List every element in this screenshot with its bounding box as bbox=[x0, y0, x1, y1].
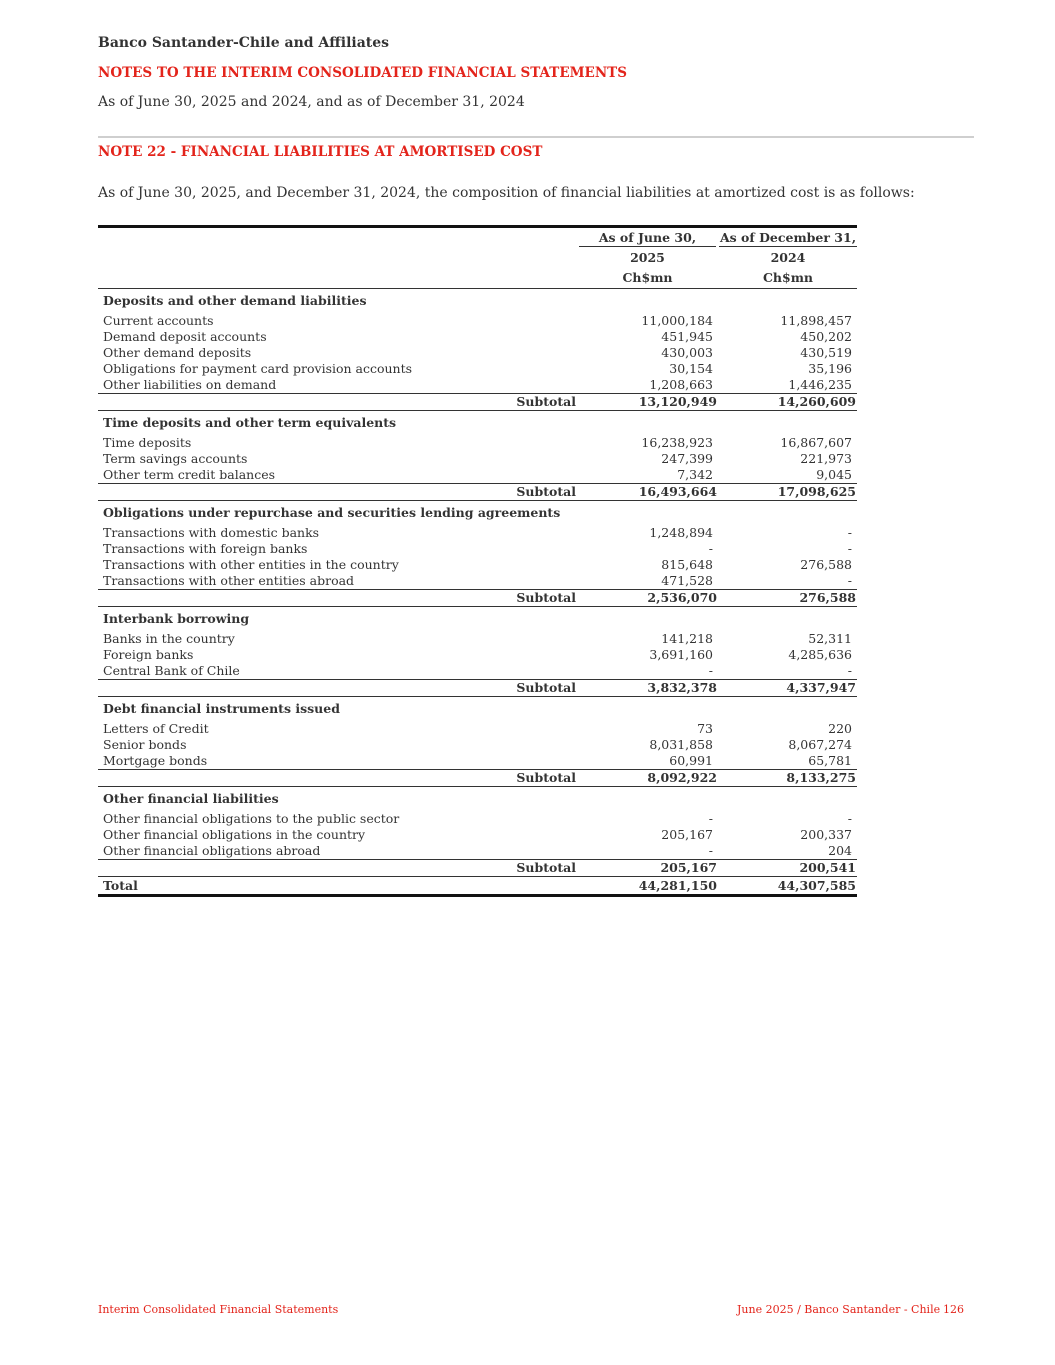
section-heading bbox=[98, 501, 857, 525]
value-2024: 65,781 bbox=[808, 753, 852, 768]
row-label: Banks in the country bbox=[103, 631, 235, 646]
table-row bbox=[98, 737, 857, 753]
table-row bbox=[98, 377, 857, 393]
subtotal-label: Subtotal bbox=[516, 860, 576, 875]
value-2024: - bbox=[847, 663, 852, 678]
table-row bbox=[98, 557, 857, 573]
value-2025: - bbox=[708, 663, 713, 678]
row-label: Other financial obligations to the public sector bbox=[103, 811, 400, 826]
value-2024: 8,067,274 bbox=[788, 737, 852, 752]
table-row bbox=[98, 435, 857, 451]
row-label: Other term credit balances bbox=[103, 467, 276, 482]
footer-left: Interim Consolidated Financial Statements bbox=[98, 1303, 339, 1316]
table-body bbox=[98, 289, 857, 897]
value-2024: 221,973 bbox=[800, 451, 852, 466]
subtotal-2024: 14,260,609 bbox=[777, 394, 856, 409]
subtotal-label: Subtotal bbox=[516, 770, 576, 785]
section-title: Other financial liabilities bbox=[103, 791, 279, 806]
row-label: Obligations for payment card provision accounts bbox=[103, 361, 413, 376]
value-2024: 430,519 bbox=[800, 345, 852, 360]
value-2024: - bbox=[847, 811, 852, 826]
section-heading bbox=[98, 289, 857, 313]
section-title: Interbank borrowing bbox=[103, 611, 250, 626]
value-2025: - bbox=[708, 541, 713, 556]
note-title: NOTE 22 - FINANCIAL LIABILITIES AT AMORTISED COST bbox=[98, 144, 543, 160]
col2-period: As of December 31, bbox=[719, 230, 857, 245]
total-row bbox=[98, 877, 857, 897]
value-2024: 16,867,607 bbox=[780, 435, 852, 450]
value-2024: 4,285,636 bbox=[788, 647, 852, 662]
row-label: Other financial obligations abroad bbox=[103, 843, 321, 858]
liabilities-table bbox=[98, 225, 857, 897]
value-2024: - bbox=[847, 525, 852, 540]
subtotal-2025: 16,493,664 bbox=[638, 484, 717, 499]
value-2025: 247,399 bbox=[661, 451, 713, 466]
value-2024: 1,446,235 bbox=[788, 377, 852, 392]
notes-title: NOTES TO THE INTERIM CONSOLIDATED FINANCIAL STATEMENTS bbox=[98, 65, 627, 81]
value-2024: 200,337 bbox=[800, 827, 852, 842]
table-row bbox=[98, 467, 857, 483]
subtotal-2024: 17,098,625 bbox=[777, 484, 856, 499]
col1-unit: Ch$mn bbox=[622, 270, 673, 285]
total-2025: 44,281,150 bbox=[638, 878, 717, 893]
row-label: Demand deposit accounts bbox=[103, 329, 267, 344]
row-label: Central Bank of Chile bbox=[103, 663, 240, 678]
value-2025: 8,031,858 bbox=[649, 737, 713, 752]
section-heading bbox=[98, 411, 857, 435]
table-row bbox=[98, 663, 857, 679]
subtotal-row bbox=[98, 589, 857, 607]
value-2025: 60,991 bbox=[669, 753, 713, 768]
col2-unit: Ch$mn bbox=[762, 270, 814, 285]
section-heading bbox=[98, 787, 857, 811]
row-label: Transactions with foreign banks bbox=[103, 541, 308, 556]
value-2025: 205,167 bbox=[661, 827, 713, 842]
col2-year: 2024 bbox=[770, 250, 806, 265]
total-label: Total bbox=[103, 878, 138, 893]
value-2025: 471,528 bbox=[661, 573, 713, 588]
section-heading bbox=[98, 607, 857, 631]
subtotal-2025: 2,536,070 bbox=[647, 590, 717, 605]
table-row bbox=[98, 843, 857, 859]
subtotal-row bbox=[98, 483, 857, 501]
subtotal-2024: 200,541 bbox=[799, 860, 856, 875]
value-2025: - bbox=[708, 811, 713, 826]
value-2024: - bbox=[847, 541, 852, 556]
subtotal-label: Subtotal bbox=[516, 394, 576, 409]
table-row bbox=[98, 541, 857, 557]
subtotal-label: Subtotal bbox=[516, 484, 576, 499]
value-2024: 276,588 bbox=[800, 557, 852, 572]
row-label: Current accounts bbox=[103, 313, 214, 328]
value-2024: 35,196 bbox=[808, 361, 852, 376]
table-row bbox=[98, 647, 857, 663]
row-label: Transactions with other entities in the country bbox=[103, 557, 399, 572]
value-2025: 16,238,923 bbox=[641, 435, 713, 450]
col1-year: 2025 bbox=[630, 250, 665, 265]
subtotal-2025: 3,832,378 bbox=[647, 680, 717, 695]
row-label: Term savings accounts bbox=[103, 451, 248, 466]
row-label: Other liabilities on demand bbox=[103, 377, 277, 392]
row-label: Foreign banks bbox=[103, 647, 194, 662]
value-2024: 11,898,457 bbox=[780, 313, 852, 328]
subtotal-row bbox=[98, 859, 857, 877]
subtotal-label: Subtotal bbox=[516, 590, 576, 605]
table-row bbox=[98, 721, 857, 737]
header-divider bbox=[98, 136, 974, 138]
value-2025: 430,003 bbox=[661, 345, 713, 360]
row-label: Transactions with other entities abroad bbox=[103, 573, 355, 588]
subtotal-row bbox=[98, 393, 857, 411]
value-2025: 30,154 bbox=[669, 361, 713, 376]
value-2025: 3,691,160 bbox=[649, 647, 713, 662]
subtotal-row bbox=[98, 769, 857, 787]
subtotal-2024: 8,133,275 bbox=[786, 770, 856, 785]
value-2025: 1,208,663 bbox=[649, 377, 713, 392]
table-row bbox=[98, 329, 857, 345]
subtotal-2024: 276,588 bbox=[799, 590, 856, 605]
table-row bbox=[98, 313, 857, 329]
section-title: Obligations under repurchase and securities lending agreements bbox=[103, 505, 561, 520]
table-row bbox=[98, 753, 857, 769]
table-row bbox=[98, 811, 857, 827]
subtotal-2024: 4,337,947 bbox=[786, 680, 856, 695]
row-label: Transactions with domestic banks bbox=[103, 525, 320, 540]
value-2025: 815,648 bbox=[661, 557, 713, 572]
value-2024: 204 bbox=[828, 843, 852, 858]
table-row bbox=[98, 631, 857, 647]
section-heading bbox=[98, 697, 857, 721]
section-title: Debt financial instruments issued bbox=[103, 701, 340, 716]
table-row bbox=[98, 361, 857, 377]
value-2024: 52,311 bbox=[808, 631, 852, 646]
footer-right: June 2025 / Banco Santander - Chile bbox=[737, 1303, 941, 1316]
report-period: As of June 30, 2025 and 2024, and as of December 31, 2024 bbox=[98, 94, 525, 110]
value-2025: - bbox=[708, 843, 713, 858]
value-2025: 1,248,894 bbox=[649, 525, 713, 540]
value-2024: 450,202 bbox=[800, 329, 852, 344]
total-2024: 44,307,585 bbox=[777, 878, 856, 893]
row-label: Other demand deposits bbox=[103, 345, 252, 360]
section-title: Deposits and other demand liabilities bbox=[103, 293, 367, 308]
page-number: 126 bbox=[943, 1303, 964, 1316]
value-2024: - bbox=[847, 573, 852, 588]
value-2025: 7,342 bbox=[677, 467, 713, 482]
company-name: Banco Santander-Chile and Affiliates bbox=[98, 35, 390, 51]
note-intro: As of June 30, 2025, and December 31, 2024, the composition of financial liabilities at amortized cost is as follows: bbox=[98, 185, 915, 201]
subtotal-2025: 13,120,949 bbox=[638, 394, 717, 409]
row-label: Other financial obligations in the country bbox=[103, 827, 366, 842]
subtotal-2025: 8,092,922 bbox=[647, 770, 717, 785]
table-header bbox=[98, 228, 857, 289]
value-2024: 220 bbox=[828, 721, 852, 736]
table-row bbox=[98, 525, 857, 541]
row-label: Mortgage bonds bbox=[103, 753, 208, 768]
table-row bbox=[98, 573, 857, 589]
subtotal-2025: 205,167 bbox=[660, 860, 717, 875]
table-row bbox=[98, 345, 857, 361]
section-title: Time deposits and other term equivalents bbox=[103, 415, 397, 430]
value-2024: 9,045 bbox=[816, 467, 852, 482]
subtotal-row bbox=[98, 679, 857, 697]
table-row bbox=[98, 451, 857, 467]
col1-period: As of June 30, bbox=[579, 230, 716, 247]
table-row bbox=[98, 827, 857, 843]
value-2025: 141,218 bbox=[661, 631, 713, 646]
row-label: Senior bonds bbox=[103, 737, 187, 752]
row-label: Letters of Credit bbox=[103, 721, 209, 736]
value-2025: 11,000,184 bbox=[641, 313, 713, 328]
subtotal-label: Subtotal bbox=[516, 680, 576, 695]
value-2025: 73 bbox=[697, 721, 713, 736]
value-2025: 451,945 bbox=[661, 329, 713, 344]
row-label: Time deposits bbox=[103, 435, 192, 450]
